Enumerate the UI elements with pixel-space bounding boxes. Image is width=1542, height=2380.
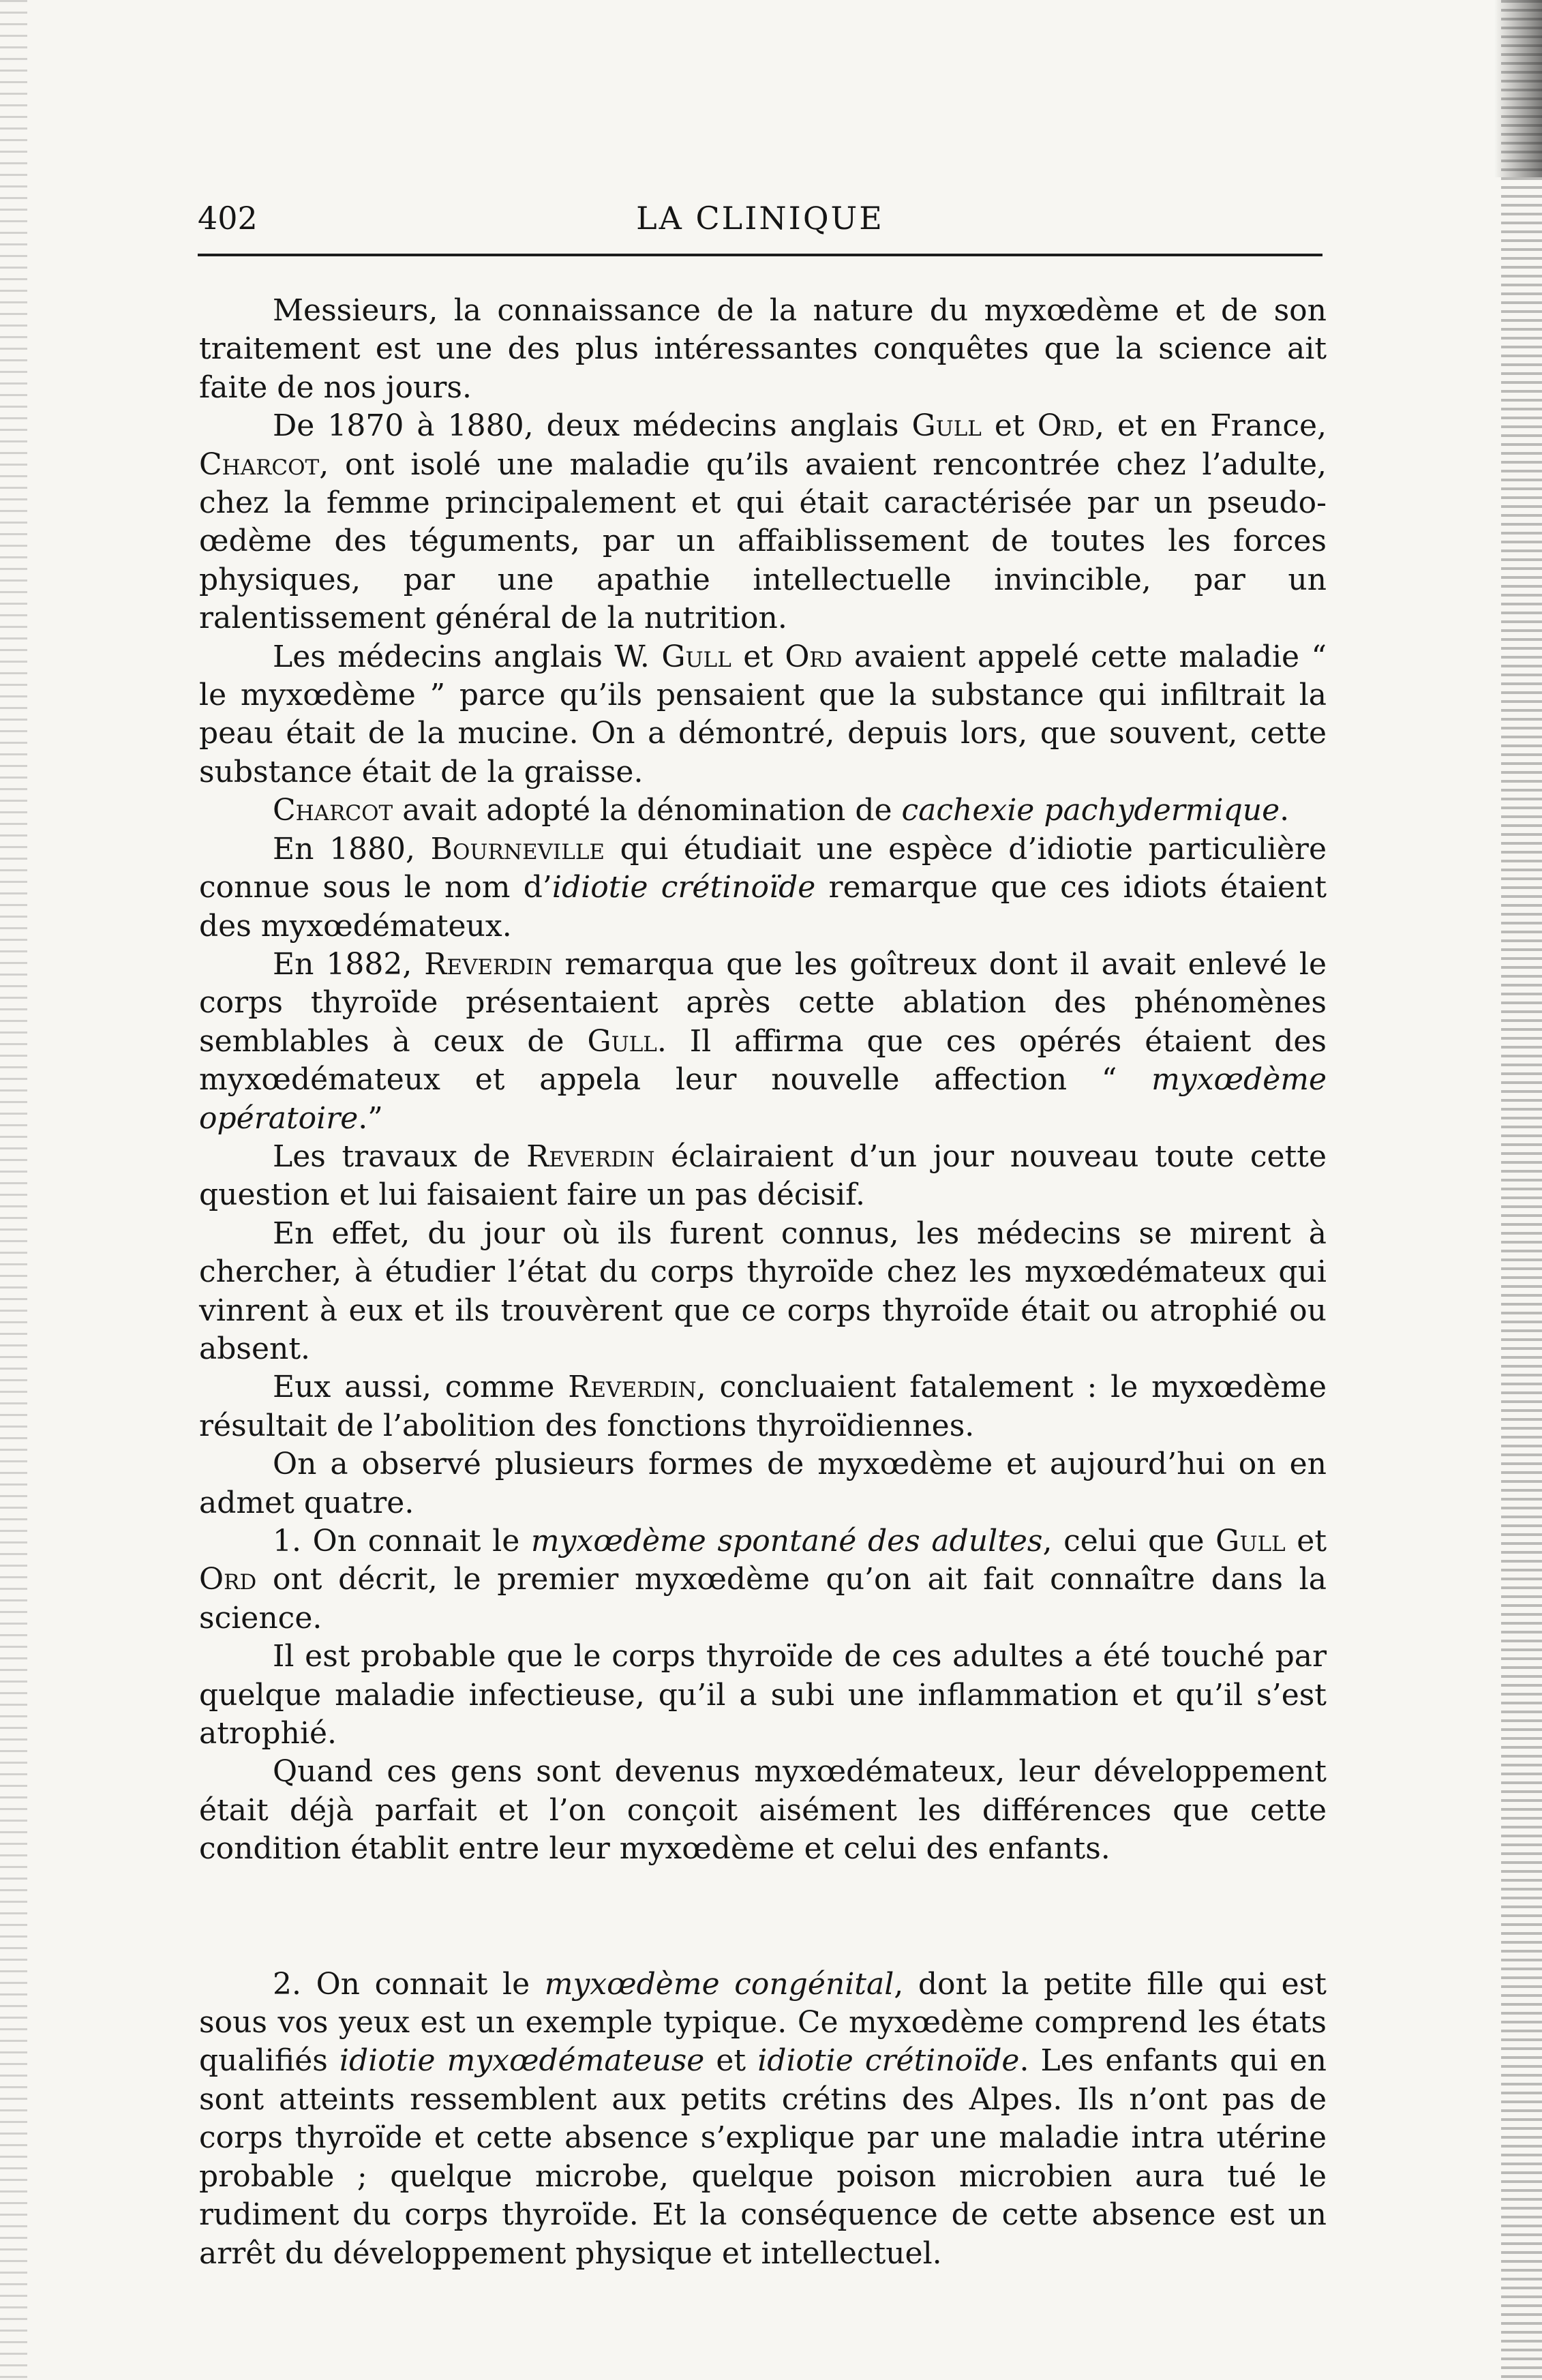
paragraph: 2. On connait le myxœdème congénital, dont la petite fille qui est sous vos yeux est un exemple typique. Ce myxœdème comprend les états qualifiés idiotie myxœdémateuse et idiotie crétinoïde. Les enfants qui en sont atteints ressemblent aux petits crétins des Alpes. Ils n’ont pas de corps thyroïde et cette absence s’explique par une maladie intra utérine probable ; quelque microbe, quelque poison microbien aura tué le rudiment du corps thyroïde. Et la conséquence de cette absence est un arrêt du développement physique et intellectuel. [199,1966,1327,2271]
author-name: Charcot [273,793,393,828]
paragraph: Il est probable que le corps thyroïde de ces adultes a été touché par quelque maladie infectieuse, qu’il a subi une inflammation et qu’il s’est atrophié. [199,1639,1327,1751]
header-rule [198,254,1322,256]
author-name: Reverdin [424,946,553,982]
paragraph: De 1870 à 1880, deux médecins anglais Gull et Ord, et en France, Charcot, ont isolé une maladie qu’ils avaient rencontrée chez l’adulte, chez la femme principalement et qui était caractérisée par un pseudo-œdème des téguments, par un affaiblissement de toutes les forces physiques, par une apathie intellectuelle invincible, par un ralentissement général de la nutrition. [199,408,1327,636]
body-text [199,292,1327,2273]
paragraph: On a observé plusieurs formes de myxœdème et aujourd’hui on en admet quatre. [199,1447,1327,1520]
author-name: Gull [587,1023,657,1059]
italic-term: idiotie crétinoïde [757,2043,1020,2079]
author-name: Gull [1215,1524,1286,1558]
paragraph: Quand ces gens sont devenus myxœdémateux, leur développement était déjà parfait et l’on conçoit aisément les différences que cette condition établit entre leur myxœdème et celui des enfants. [199,1754,1327,1867]
italic-term: cachexie pachydermique [901,793,1280,828]
author-name: Reverdin [526,1139,655,1174]
author-name: Bourneville [430,831,605,867]
author-name: Ord [1037,408,1095,444]
author-name: Reverdin [568,1370,697,1405]
page-edge-shadow [1494,0,1542,177]
running-title: LA CLINIQUE [636,200,884,237]
italic-term: myxœdème spontané des adultes [530,1524,1043,1558]
paragraph: Charcot avait adopté la dénomination de cachexie pachydermique. [273,793,1290,828]
paragraph: Eux aussi, comme Reverdin, concluaient fatalement : le myxœdème résultait de l’abolition des fonctions thyroïdiennes. [199,1370,1327,1443]
page-header [198,198,1322,245]
page-edge-left [0,0,27,2380]
author-name: Gull [661,639,731,674]
italic-term: myxœdème opératoire [199,1062,1327,1136]
page-number: 402 [198,200,258,237]
paragraph: Les travaux de Reverdin éclairaient d’un jour nouveau toute cette question et lui faisaient faire un pas décisif. [199,1139,1327,1213]
paragraph: En 1882, Reverdin remarqua que les goîtreux dont il avait enlevé le corps thyroïde présentaient après cette ablation des phénomènes semblables à ceux de Gull. Il affirma que ces opérés étaient des myxœdémateux et appela leur nouvelle affection “ myxœdème opératoire.” [199,946,1327,1136]
paragraph: En 1880, Bourneville qui étudiait une espèce d’idiotie particulière connue sous le nom d’idiotie crétinoïde remarque que ces idiots étaient des myxœdémateux. [199,831,1327,944]
italic-term: myxœdème congénital [544,1966,894,2002]
paragraph: Les médecins anglais W. Gull et Ord avaient appelé cette maladie “ le myxœdème ” parce qu’ils pensaient que la substance qui infiltrait la peau était de la mucine. On a démontré, depuis lors, que souvent, cette substance était de la graisse. [199,639,1327,789]
author-name: Ord [785,639,843,674]
paragraph: En effet, du jour où ils furent connus, les médecins se mirent à chercher, à étudier l’état du corps thyroïde chez les myxœdémateux qui vinrent à eux et ils trouvèrent que ce corps thyroïde était ou atrophié ou absent. [199,1216,1327,1366]
author-name: Gull [911,408,982,444]
paragraph: 1. On connait le myxœdème spontané des adultes, celui que Gull et Ord ont décrit, le premier myxœdème qu’on ait fait connaître dans la science. [199,1524,1327,1636]
paragraph: Messieurs, la connaissance de la nature du myxœdème et de son traitement est une des plus intéressantes conquêtes que la science ait faite de nos jours. [199,293,1327,405]
italic-term: idiotie crétinoïde [551,870,816,905]
page-edge-right [1501,0,1542,2380]
author-name: Ord [199,1562,257,1597]
author-name: Charcot [199,447,320,482]
italic-term: idiotie myxœdémateuse [339,2043,705,2079]
